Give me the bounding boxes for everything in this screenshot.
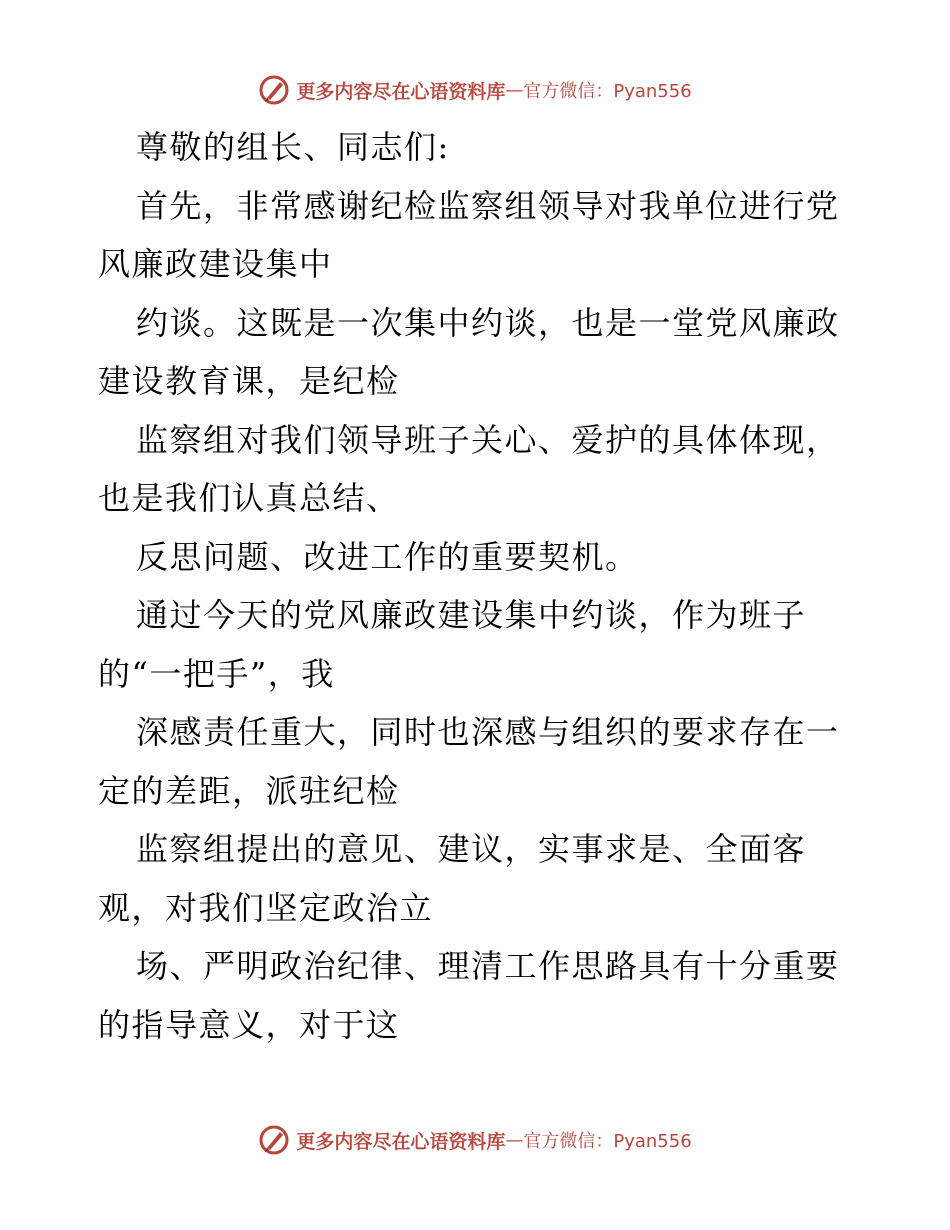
text-line: 约谈。这既是一次集中约谈，也是一堂党风廉政 [136,303,840,342]
watermark-main-text: 更多内容尽在心语资料库 [296,80,506,103]
text-line: 建设教育课，是纪检 [98,362,400,400]
watermark-sub-text: 官方微信：Pyan556 [523,1131,692,1152]
text-line: 场、严明政治纪律、理清工作思路具有十分重要 [136,947,840,985]
text-line: 首先，非常感谢纪检监察组领导对我单位进行党 [136,186,840,225]
text-line: 通过今天的党风廉政建设集中约谈，作为班子 [136,596,807,634]
text-line: 尊敬的组长、同志们: [136,128,450,166]
text-line: 风廉政建设集中 [98,245,333,283]
watermark-dash: — [505,79,524,101]
text-line: 定的差距，派驻纪检 [98,771,400,810]
text-line: 监察组提出的意见、建议，实事求是、全面客 [136,830,807,868]
header-watermark [0,70,950,110]
text-line: 监察组对我们领导班子关心、爱护的具体体现， [136,420,840,459]
watermark-dash: — [505,1129,524,1151]
footer-watermark [0,1120,950,1160]
text-line: 的指导意义，对于这 [98,1005,400,1044]
feather-pen-circle-icon [258,1124,290,1156]
text-line: 深感责任重大，同时也深感与组织的要求存在一 [136,713,840,751]
text-line: 的“一把手”，我 [98,654,335,693]
watermark-sub-text: 官方微信：Pyan556 [523,81,692,102]
document-body [98,118,858,1054]
text-line: 也是我们认真总结、 [98,479,400,517]
text-line: 反思问题、改进工作的重要契机。 [136,537,639,576]
text-line: 观，对我们坚定政治立 [98,888,434,927]
watermark-main-text: 更多内容尽在心语资料库 [296,1130,506,1153]
feather-pen-circle-icon [258,74,290,106]
